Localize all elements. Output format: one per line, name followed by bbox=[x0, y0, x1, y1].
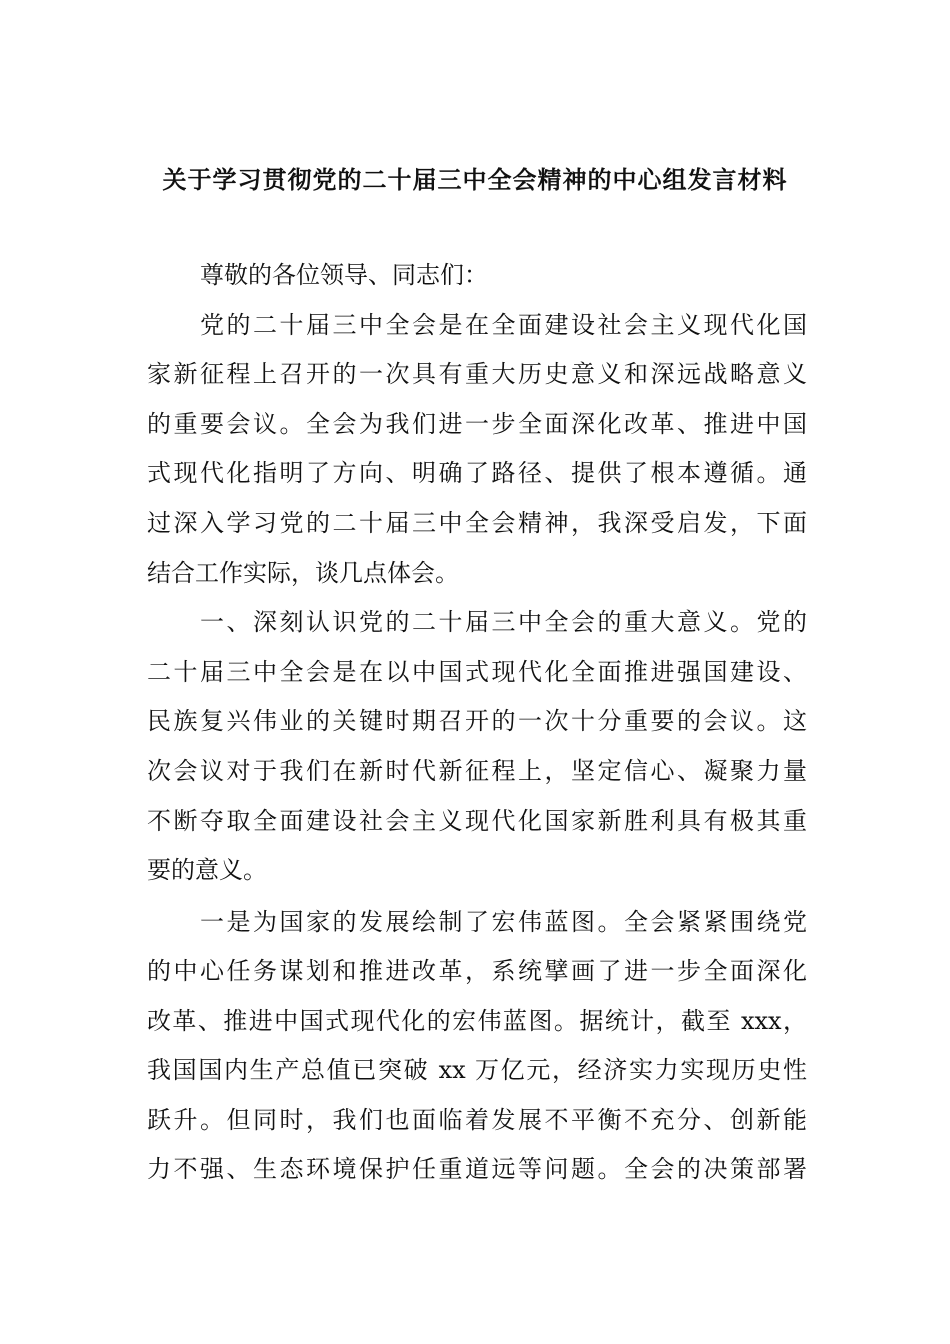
paragraph-line: 改革、推进中国式现代化的宏伟蓝图。据统计，截至 xxx， bbox=[147, 1006, 807, 1035]
paragraph-line: 尊敬的各位领导、同志们： bbox=[200, 261, 488, 289]
paragraph-line: 次会议对于我们在新时代新征程上，坚定信心、凝聚力量 bbox=[147, 756, 807, 785]
salutation-paragraph bbox=[147, 251, 807, 301]
paragraph-line: 我国国内生产总值已突破 xx 万亿元，经济实力实现历史性 bbox=[147, 1056, 807, 1085]
point-one-paragraph bbox=[147, 898, 807, 1196]
paragraph-line: 过深入学习党的二十届三中全会精神，我深受启发，下面 bbox=[147, 508, 807, 537]
document-body bbox=[147, 251, 807, 1195]
section-one-paragraph bbox=[147, 598, 807, 896]
intro-paragraph bbox=[147, 301, 807, 599]
paragraph-line: 不断夺取全面建设社会主义现代化国家新胜利具有极其重 bbox=[147, 806, 807, 835]
paragraph-line: 党的二十届三中全会是在全面建设社会主义现代化国 bbox=[200, 310, 807, 339]
paragraph-line: 的重要会议。全会为我们进一步全面深化改革、推进中国 bbox=[147, 409, 807, 438]
paragraph-line: 要的意义。 bbox=[147, 856, 267, 885]
paragraph-line: 的中心任务谋划和推进改革，系统擘画了进一步全面深化 bbox=[147, 957, 807, 986]
paragraph-line: 一是为国家的发展绘制了宏伟蓝图。全会紧紧围绕党 bbox=[200, 907, 807, 936]
paragraph-line: 跃升。但同时，我们也面临着发展不平衡不充分、创新能 bbox=[147, 1105, 807, 1134]
paragraph-line: 民族复兴伟业的关键时期召开的一次十分重要的会议。这 bbox=[147, 707, 807, 736]
paragraph-line: 二十届三中全会是在以中国式现代化全面推进强国建设、 bbox=[147, 657, 807, 686]
paragraph-line: 结合工作实际，谈几点体会。 bbox=[147, 558, 459, 587]
paragraph-line: 式现代化指明了方向、明确了路径、提供了根本遵循。通 bbox=[147, 459, 807, 488]
paragraph-line: 家新征程上召开的一次具有重大历史意义和深远战略意义 bbox=[147, 360, 807, 389]
document-title: 关于学习贯彻党的二十届三中全会精神的中心组发言材料 bbox=[162, 165, 788, 194]
paragraph-line: 一、深刻认识党的二十届三中全会的重大意义。党的 bbox=[200, 608, 807, 637]
paragraph-line: 力不强、生态环境保护任重道远等问题。全会的决策部署 bbox=[147, 1155, 807, 1184]
